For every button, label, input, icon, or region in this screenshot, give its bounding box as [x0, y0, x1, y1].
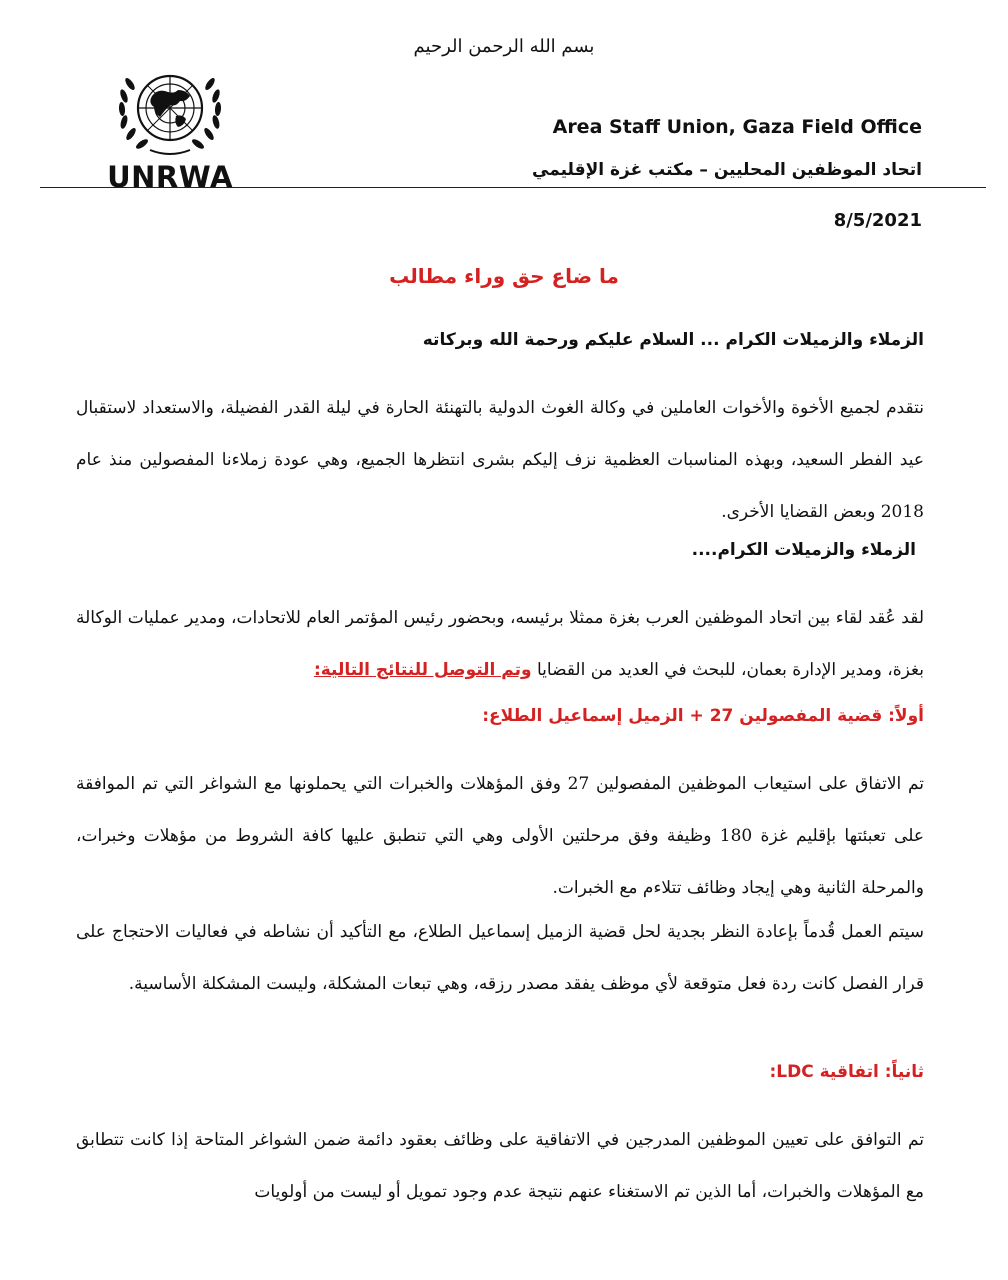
greeting-heading: الزملاء والزميلات الكرام ... السلام عليكم ورحمة الله وبركاته — [422, 330, 924, 350]
unrwa-logo — [100, 62, 240, 194]
section-one-paragraph-one: تم الاتفاق على استيعاب الموظفين المفصولين 27 وفق المؤهلات والخبرات التي يحملونها مع الشواغر التي تم الموافقة على تعبئتها بإقليم غزة 180 وظيفة وفق مرحلتين الأولى وهي التي تنطبق عليها كافة الشروط من مؤهلات وخبرات، والمرحلة الثانية وهي إيجاد وظائف تتلاءم مع الخبرات. — [76, 774, 925, 898]
section-two-paragraph: تم التوافق على تعيين الموظفين المدرجين في الاتفاقية على وظائف بعقود دائمة ضمن الشواغر المتاحة إذا كانت تتطابق مع المؤهلات والخبرات، أما الذين تم الاستغناء عنهم نتيجة عدم وجود تمويل أو ليست من أولويات — [76, 1130, 924, 1202]
logo-wordmark: UNRWA — [107, 160, 233, 194]
section-two-heading: ثانياً: اتفاقية LDC: — [769, 1062, 924, 1082]
basmala: بسم الله الرحمن الرحيم — [413, 36, 595, 57]
second-greeting: الزملاء والزميلات الكرام.... — [691, 540, 916, 560]
section-one-paragraph-two: سيتم العمل قُدماً بإعادة النظر بجدية لحل قضية الزميل إسماعيل الطلاع، مع التأكيد أن نشاطه في فعاليات الاحتجاج على قرار الفصل كانت ردة فعل متوقعة لأي موظف يفقد مصدر رزقه، وهي تبعات المشكلة، وليست المشكلة الأساسية. — [76, 922, 924, 994]
org-name-arabic: اتحاد الموظفين المحليين – مكتب غزة الإقليمي — [532, 160, 922, 180]
un-emblem-icon — [100, 62, 240, 162]
meeting-text: لقد عُقد لقاء بين اتحاد الموظفين العرب بغزة ممثلا برئيسه، وبحضور رئيس المؤتمر العام للاتحادات، ومدير عمليات الوكالة بغزة، ومدير الإدارة بعمان، للبحث في العديد من القضايا — [76, 608, 924, 680]
section-one-heading: أولاً: قضية المفصولين 27 + الزميل إسماعيل الطلاع: — [482, 706, 924, 726]
meeting-paragraph — [76, 592, 924, 696]
intro-paragraph: نتقدم لجميع الأخوة والأخوات العاملين في وكالة الغوث الدولية بالتهنئة الحارة في ليلة القدر الفضيلة، والاستعداد لاستقبال عيد الفطر السعيد، وبهذه المناسبات العظمية نزف إليكم بشرى انتظرها الجميع، وهي عودة زملاءنا المفصولين منذ عام 2018 وبعض القضايا الأخرى. — [76, 398, 924, 522]
org-name-english: Area Staff Union, Gaza Field Office — [552, 116, 922, 138]
results-emphasis: وتم التوصل للنتائج التالية: — [313, 660, 532, 680]
document-title: ما ضاع حق وراء مطالب — [389, 264, 619, 288]
document-date: 8/5/2021 — [833, 210, 922, 231]
header-divider — [40, 187, 986, 188]
